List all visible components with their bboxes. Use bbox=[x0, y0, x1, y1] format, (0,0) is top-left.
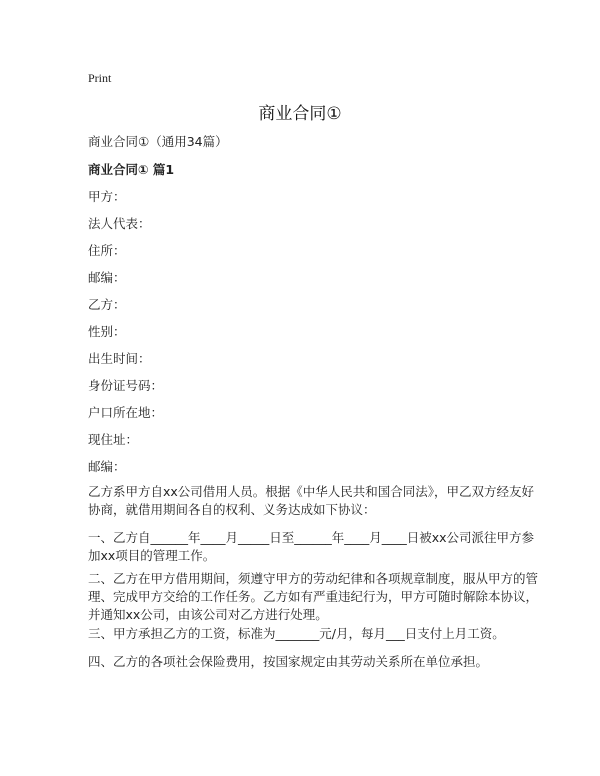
field-label: 邮编： bbox=[88, 459, 126, 474]
field-label: 出生时间： bbox=[88, 351, 151, 366]
paragraph-line: 理、完成甲方交给的工作任务。乙方如有严重违纪行为，甲方可随时解除本协议， bbox=[88, 589, 539, 604]
paragraph-line: 协商，就借用期间各自的权利、义务达成如下协议： bbox=[88, 502, 376, 517]
contract-paragraph bbox=[88, 529, 534, 565]
document-title: 商业合同① bbox=[258, 104, 342, 124]
contract-paragraph bbox=[88, 625, 505, 643]
paragraph-line: 一、乙方自______年____月_____日至______年____月____日被xx公司派往甲方参 bbox=[88, 530, 535, 545]
field-label: 户口所在地： bbox=[88, 405, 164, 420]
paragraph-line: 四、乙方的各项社会保险费用，按国家规定由其劳动关系所在单位承担。 bbox=[88, 654, 489, 669]
paragraph-line: 并通知xx公司，由该公司对乙方进行处理。 bbox=[88, 607, 328, 622]
print-link[interactable]: Print bbox=[88, 71, 112, 85]
document-subtitle: 商业合同①（通用34篇） bbox=[88, 134, 228, 149]
field-label: 法人代表： bbox=[88, 216, 151, 231]
field-label: 身份证号码： bbox=[88, 378, 164, 393]
contract-paragraph bbox=[88, 483, 534, 519]
field-label: 性别： bbox=[88, 324, 126, 339]
field-label: 现住址： bbox=[88, 432, 139, 447]
paragraph-line: 二、乙方在甲方借用期间，须遵守甲方的劳动纪律和各项规章制度，服从甲方的管 bbox=[88, 571, 539, 586]
section-heading: 商业合同① 篇1 bbox=[88, 162, 175, 177]
contract-paragraph bbox=[88, 653, 488, 671]
paragraph-line: 加xx项目的管理工作。 bbox=[88, 548, 216, 563]
field-label: 乙方： bbox=[88, 297, 126, 312]
paragraph-line: 三、甲方承担乙方的工资，标准为_______元/月，每月___日支付上月工资。 bbox=[88, 626, 505, 641]
field-label: 甲方： bbox=[88, 189, 126, 204]
field-label: 邮编： bbox=[88, 270, 126, 285]
field-label: 住所： bbox=[88, 243, 126, 258]
contract-paragraph bbox=[88, 570, 538, 624]
paragraph-line: 乙方系甲方自xx公司借用人员。根据《中华人民共和国合同法》，甲乙双方经友好 bbox=[88, 484, 535, 499]
